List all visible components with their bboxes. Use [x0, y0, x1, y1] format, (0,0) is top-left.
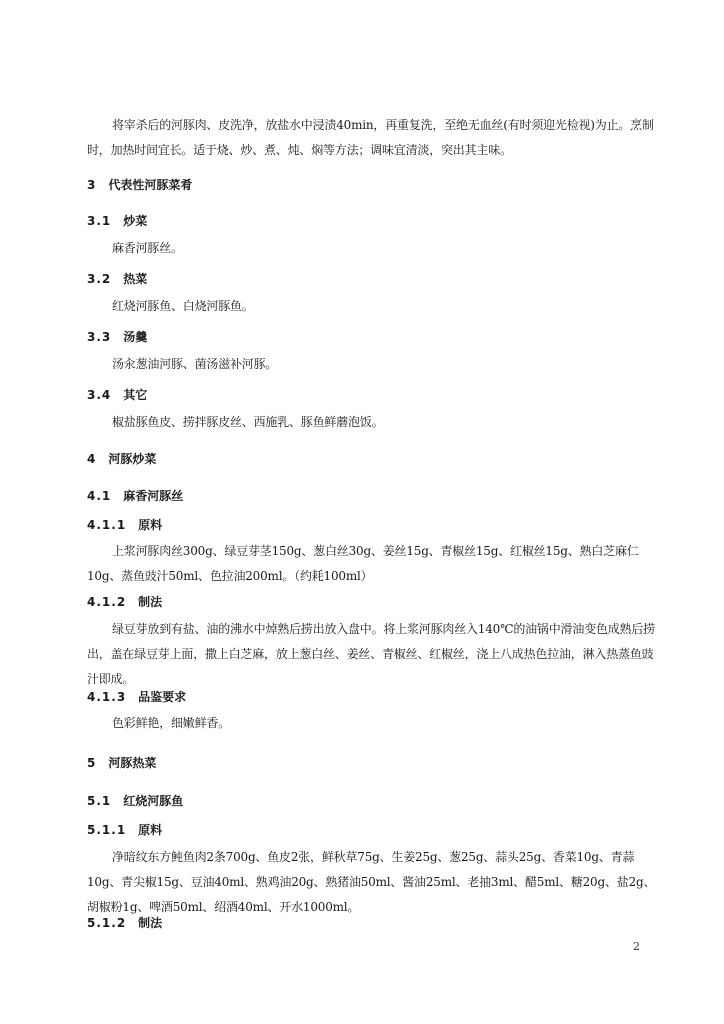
- section-number: 5.1.1: [87, 823, 127, 837]
- section-title: 红烧河豚鱼: [123, 794, 184, 808]
- section-title: 品鉴要求: [138, 690, 187, 704]
- section-3-4-heading: [87, 387, 147, 403]
- section-5-heading: [87, 755, 156, 771]
- section-title: 热菜: [123, 272, 148, 286]
- section-4-1-2-text: 绿豆芽放到有盐、油的沸水中焯熟后捞出放入盘中。将上浆河豚肉丝入140℃的油锅中滑油变色成熟后捞出，盖在绿豆芽上面，撒上白芝麻，放上葱白丝、姜丝、青椒丝、红椒丝，浇上八成热色拉油，淋入热蒸鱼豉汁即成。: [87, 622, 655, 686]
- section-number: 4.1.1: [87, 518, 127, 532]
- section-5-1-1-text: 净暗纹东方鲀鱼肉2条700g、鱼皮2张，鲜秋草75g、生姜25g、葱25g、蒜头25g、香菜10g、青蒜10g、青尖椒15g、豆油40ml、熟鸡油20g、熟猪油50ml、酱油25ml、老抽3ml、醋5ml、糖20g、盐2g、胡椒粉1g、啤酒50ml、绍酒40ml、开水1000ml。: [87, 850, 656, 914]
- section-5-1-heading: [87, 793, 183, 809]
- section-number: 4.1.2: [87, 595, 127, 609]
- section-title: 其它: [123, 388, 148, 402]
- section-4-1-1-text: 上浆河豚肉丝300g、绿豆芽茎150g、葱白丝30g、姜丝15g、青椒丝15g、红椒丝15g、熟白芝麻仁10g、蒸鱼豉汁50ml、色拉油200ml。（约耗100ml）: [87, 544, 639, 583]
- section-title: 河豚热菜: [108, 756, 157, 770]
- section-5-1-2-heading: [87, 915, 162, 931]
- section-number: 5: [87, 756, 97, 770]
- section-number: 4.1.3: [87, 690, 127, 704]
- section-title: 原料: [138, 823, 163, 837]
- section-number: 3: [87, 178, 97, 192]
- section-3-1-text: 麻香河豚丝。: [112, 241, 183, 255]
- section-title: 麻香河豚丝: [123, 489, 184, 503]
- section-title: 河豚炒菜: [108, 452, 157, 466]
- section-number: 3.1: [87, 214, 112, 228]
- section-4-1-heading: [87, 488, 183, 504]
- section-number: 3.4: [87, 388, 112, 402]
- section-title: 制法: [138, 916, 163, 930]
- section-number: 5.1: [87, 794, 112, 808]
- section-title: 代表性河豚菜肴: [108, 178, 193, 192]
- section-3-1-heading: [87, 213, 147, 229]
- section-number: 3.3: [87, 330, 112, 344]
- section-title: 汤羹: [123, 330, 148, 344]
- section-3-4-text: 椒盐豚鱼皮、捞拌豚皮丝、西施乳、豚鱼鲜蘑泡饭。: [112, 415, 384, 429]
- section-3-2-text: 红烧河豚鱼、白烧河豚鱼。: [112, 299, 254, 313]
- section-title: 原料: [138, 518, 163, 532]
- section-number: 3.2: [87, 272, 112, 286]
- section-title: 炒菜: [123, 214, 148, 228]
- section-4-1-3-heading: [87, 689, 186, 705]
- section-4-1-3-text: 色彩鲜艳，细嫩鲜香。: [112, 716, 231, 730]
- section-4-heading: [87, 451, 156, 467]
- intro-paragraph: 将宰杀后的河豚肉、皮洗净，放盐水中浸渍40min，再重复洗，至绝无血丝(有时须迎光检视)为止。烹制时，加热时间宜长。适于烧、炒、煮、炖、焖等方法；调味宜清淡，突出其主味。: [87, 118, 654, 157]
- section-5-1-1-heading: [87, 822, 162, 838]
- section-4-1-1-heading: [87, 517, 162, 533]
- section-3-heading: [87, 177, 192, 193]
- section-number: 5.1.2: [87, 916, 127, 930]
- section-4-1-2-heading: [87, 594, 162, 610]
- section-3-2-heading: [87, 271, 147, 287]
- page-number: 2: [633, 940, 640, 953]
- section-number: 4: [87, 452, 97, 466]
- section-title: 制法: [138, 595, 163, 609]
- section-3-3-heading: [87, 329, 147, 345]
- section-number: 4.1: [87, 489, 112, 503]
- section-3-3-text: 汤汆葱油河豚、菌汤滋补河豚。: [112, 357, 278, 371]
